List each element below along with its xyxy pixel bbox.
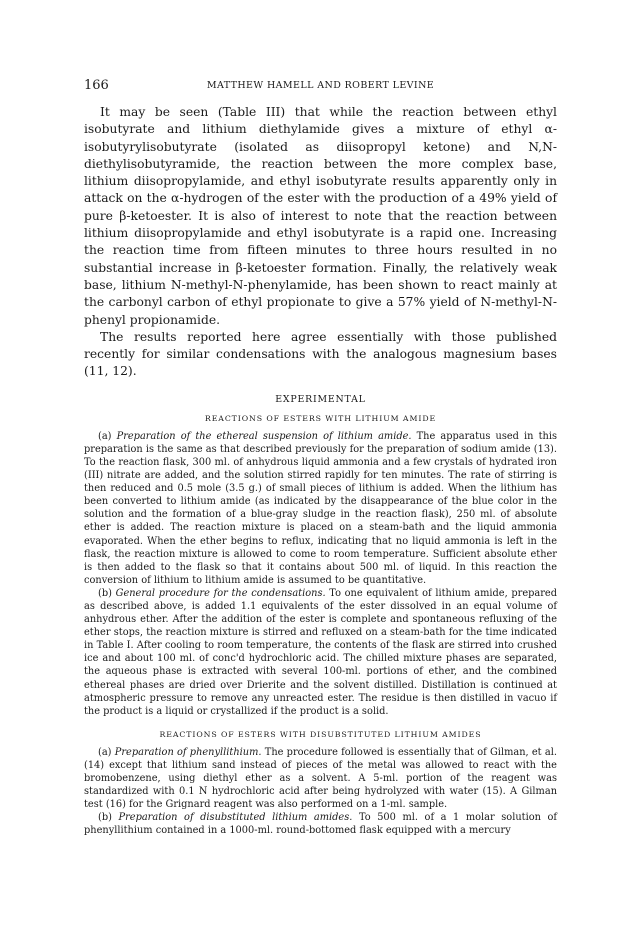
item-text: To one equivalent of lithium amide, prepared as described above, is added 1.1 equivalents of the ester dissolved in an equal volume of anhydrous ether. After the addition of the ester is complete and spontaneous refluxing of the ether stops, the reaction mixture is stirred and refluxed on a steam-bath for the time indicated in Table I. After cooling to room temperature, the contents of the flask are stirred into crushed ice and about 100 ml. of conc'd hydrochloric acid. The chilled mixture phases are separated, the aqueous phase is extracted with several 100-ml. portions of ether, and the combined ethereal phases are dried over Drierite and the solvent distilled. Distillation is continued at atmospheric pressure to remove any unreacted ester. The residue is then distilled in vacuo if the product is a liquid or crystallized if the product is a solid. [84, 587, 558, 717]
paragraph-table-iii: It may be seen (Table III) that while the reaction between ethyl isobutyrate and lithium diethylamide gives a mixture of ethyl α-isobutyrylisobutyrate (isolated as diisopropyl ketone) and N,N-diethylisobutyramide, the reaction between the more complex base, lithium diisopropylamide, and ethyl isobutyrate results apparently only in attack on the α-hydrogen of the ester with the production of a 49% yield of pure β-ketoester. It is also of interest to note that the reaction between lithium diisopropylamide and ethyl isobutyrate is a rapid one. Increasing the reaction time from fifteen minutes to three hours resulted in no substantial increase in β-ketoester formation. Finally, the relatively weak base, lithium N-methyl-N-phenylamide, has been shown to react mainly at the carbonyl carbon of ethyl propionate to give a 57% yield of N-methyl-N-phenyl propionamide. [84, 105, 557, 327]
section-heading-disubstituted-amides: REACTIONS OF ESTERS WITH DISUBSTITUTED LITHIUM AMIDES [159, 729, 482, 739]
paragraph-ethereal-suspension [84, 430, 557, 587]
article-body [84, 104, 557, 837]
item-label: (a) [98, 746, 112, 758]
item-text: The procedure followed is essentially that of Gilman, et al. (14) except that lithium sand instead of pieces of the metal was allowed to react with the bromobenzene, using diethyl ether as a solvent. A 5-ml. portion of the reagent was standardized with 0.1 N hydrochloric acid after being hydrolyzed with water (15). A Gilman test (16) for the Grignard reagent was also performed on a 1-ml. sample. [84, 746, 557, 811]
paragraph-results-agree: The results reported here agree essentially with those published recently for similar condensations with the analogous magnesium bases (11, 12). [84, 329, 557, 379]
item-title: Preparation of the ethereal suspension of lithium amide. [116, 430, 412, 442]
item-title: Preparation of disubstituted lithium amides. [118, 812, 353, 824]
section-lithium-amide [84, 430, 557, 718]
section-heading-lithium-amide: REACTIONS OF ESTERS WITH LITHIUM AMIDE [204, 413, 437, 423]
paragraph-phenyllithium [84, 746, 557, 811]
item-label: (b) [98, 587, 112, 599]
item-title: General procedure for the condensations. [115, 587, 326, 599]
discussion-text [84, 104, 557, 381]
section-disubstituted-amides [84, 746, 557, 838]
running-head [84, 78, 557, 94]
running-title: MATTHEW HAMELL AND ROBERT LEVINE [206, 80, 435, 91]
item-label: (a) [98, 430, 112, 442]
item-label: (b) [98, 812, 112, 824]
item-text: The apparatus used in this preparation is the same as that described previously for the preparation of sodium amide (13). To the reaction flask, 300 ml. of anhydrous liquid ammonia and a few crystals of hydrated iron (III) nitrate are added, and the solution stirred rapidly for ten minutes. The rate of stirring is then reduced and 0.5 mole (3.5 g.) of small pieces of lithium is added. When the lithium has been converted to lithium amide (as indicated by the disappearance of the blue color in the solution and the formation of a blue-gray sludge in the reaction flask), 250 ml. of absolute ether is added. The reaction mixture is placed on a steam-bath and the liquid ammonia evaporated. When the ether begins to reflux, indicating that no liquid ammonia is left in the flask, the reaction mixture is allowed to come to room temperature. Sufficient absolute ether is then added to the flask so that it contains about 500 ml. of liquid. In this reaction the conversion of lithium to lithium amide is assumed to be quantitative. [84, 430, 557, 586]
paragraph-general-procedure [84, 587, 557, 718]
item-title: Preparation of phenyllithium. [114, 746, 262, 758]
experimental-heading: EXPERIMENTAL [275, 393, 366, 405]
item-text: To 500 ml. of a 1 molar solution of phenyllithium contained in a 1000-ml. round-bottomed flask equipped with a mercury [84, 812, 558, 837]
paragraph-disubstituted-amides [84, 811, 557, 837]
page-number: 166 [84, 78, 109, 93]
